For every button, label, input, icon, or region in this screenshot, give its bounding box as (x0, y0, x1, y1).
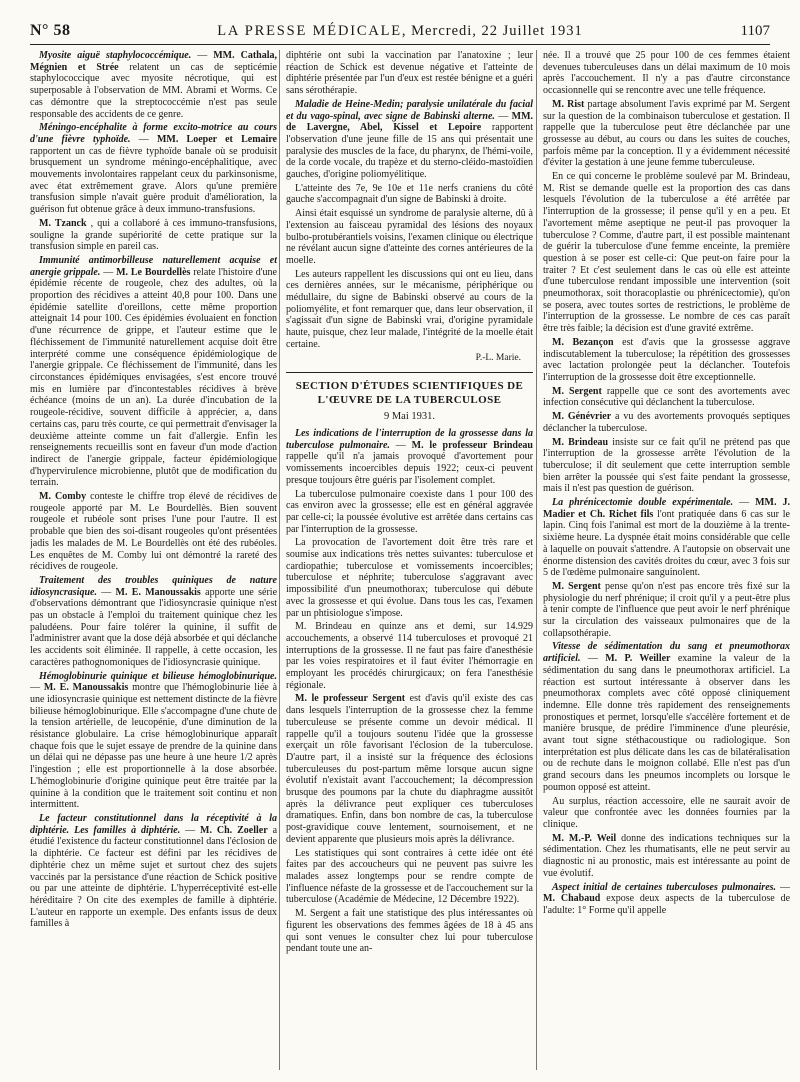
paragraph (286, 908, 533, 955)
paragraph-authors: M. E. Manoussakis (115, 586, 201, 598)
paragraph: Le facteur constitutionnel dans la réceptivité à la diphtérie. Les familles à diphtérie. — M. Ch. Zoeller a étudié l'existence du facteur constitutionnel dans l'éclosion de la diphtérie. Ce facteur est défini par les récidives de diphtérie chez un même sujet et surtout chez des sujets vaccinés par la persistance d'une réaction de Schick positive ou par une atteinte de diphtérie. L'hyperréceptivité est-elle héréditaire ? On cite des exemples de famille à diphtérie. L'auteur en rapporte un exemple. Des enfants issus de deux familles à (30, 813, 277, 930)
paragraph: Maladie de Heine-Medin; paralysie unilatérale du facial et du vago-spinal, avec signe de Babinski alterne. — MM. de Lavergne, Abel, Kissel et Lepoire rapportent l'observation d'une jeune fille de 15 ans qui présentait une paralysie des muscles de la face, du pharynx, de l'hémi-voile, de la corde vocale, du trapèze et du sterno-cléido-mastoïdien gauches, d'origine poliomyélitique. (286, 98, 533, 181)
column-rule (279, 50, 280, 1070)
paragraph-text: Les auteurs rappellent les discussions qui ont eu lieu, dans ces dernières années, sur le mécanisme, périphérique ou médullaire, du signe de Babinski observé au cours de la poliomyélite, et font remarquer que, dans leur observation, il s'agissait d'un signe de Babinski vrai, d'origine pyramidale haute, puisque, chez leur malade, l'intégrité de la moelle était certaine. (286, 268, 533, 350)
paragraph-text: La tuberculose pulmonaire coexiste dans 1 pour 100 des cas environ avec la grossesse; elle est en général aggravée par celle-ci; la poussée évolutive est arrêtée dans certains cas par l'interruption de la grossesse. (286, 488, 533, 535)
paragraph-text: rappelle qu'il n'a jamais provoqué d'avortement pour vomissements incoercibles depuis 1922; ceux-ci peuvent presque toujours être guéris par l'isolement complet. (286, 451, 533, 486)
paragraph (286, 50, 533, 97)
paragraph-authors: M. Rist (552, 98, 585, 110)
paragraph (543, 386, 790, 409)
paragraph (286, 183, 533, 206)
paragraph-title: Maladie de Heine-Medin; paralysie unilatérale du facial et du vago-spinal, avec signe de Babinski alterne. (286, 98, 533, 122)
paragraph (286, 208, 533, 267)
paragraph-text: rapportent un cas de fièvre typhoïde banale où se produisit brusquement un syndrome méningo-encéphalitique, avec mouvements involontaires rappelant ceux du parkinsonisme, avec état extrêmement grave. Alors qu'une première transfusion simple n'avait guère produit d'amélioration, la guérison fut obtenue grâce à deux immuno-transfusions. (30, 145, 277, 216)
paragraph-authors: MM. de Lavergne, Abel, Kissel et Lepoire (286, 110, 533, 134)
paragraph: Myosite aiguë staphylococcémique. — MM. Cathala, Mégnien et Strée relatent un cas de septicémie staphylococcique avec myosite nécrotique, qui est superposable à l'observation de MM. Abrami et Worms. Ce cas démontre que la streptococcémie n'est pas seule responsable des accidents de ce genre. (30, 50, 277, 120)
paragraph-title: Myosite aiguë staphylococcémique. (39, 50, 192, 61)
paragraph-text: rapportent l'observation d'une jeune fille de 15 ans qui présentait une paralysie des muscles de la face, du pharynx, de l'hémi-voile, de la corde vocale, du trapèze et du sterno-cléido-mastoïdien gauches, d'origine poliomyélitique. (286, 122, 533, 181)
column-rule (536, 50, 537, 1070)
issue-date: Mercredi, 22 Juillet 1931 (411, 23, 583, 39)
paragraph-text: expose deux aspects de la tuberculose de l'adulte: 1° Forme qu'il appelle (543, 893, 790, 916)
paragraph-text: pense qu'on n'est pas encore très fixé sur la physiologie du nerf phrénique; il croit qu'il y a peut-être plus à tenir compte de l'influence que peut avoir le nerf phrénique sur la circulation des vaisseaux pulmonaires que de la collapsothérapie. (543, 580, 790, 639)
paragraph-text: examine la valeur de la sédimentation du sang dans le pneumothorax artificiel. La réaction est surtout intéressante à observer dans les pneumothorax complets avec côté opposé cliniquement indemne. Elle donne très rapidement des renseignements pronostiques et permet, lorsqu'elle s'accélère fortement et de manière brusque, de prédire l'imminence d'une pleurésie, avant tout signe stéthacoustique ou radiologique. Son interprétation est plus délicate dans les cas de bilatéralisation ou de rechute dans le moignon collabé. Elle n'est pas d'un grand secours dans les pneumos incomplets ou lorsque le poumon opposé est atteint. (543, 653, 790, 793)
paragraph (543, 337, 790, 384)
paragraph-title: Hémoglobinurie quinique et bilieuse hémoglobinurique. (39, 670, 277, 682)
paragraph: Aspect initial de certaines tuberculoses pulmonaires. — M. Chabaud expose deux aspects de la tuberculose de l'adulte: 1° Forme qu'il appelle (543, 881, 790, 916)
paragraph (543, 50, 790, 97)
paragraph-authors: M. Tzanck (39, 217, 87, 229)
paragraph (286, 621, 533, 691)
issue-number: N° 58 (30, 22, 71, 39)
paragraph (30, 491, 277, 573)
paragraph-text: relatent un cas de septicémie staphylococcique avec myosite nécrotique, qui est superposable à l'observation de MM. Abrami et Worms. Ce cas démontre que la streptococcémie n'est pas seule responsable des accidents de ce genre. (30, 61, 277, 120)
paragraph-title: Le facteur constitutionnel dans la réceptivité à la diphtérie. Les familles à diphtérie. (30, 813, 277, 836)
paragraph-authors: M. Comby (39, 491, 87, 503)
paragraph-authors: M. Génévrier (552, 411, 612, 423)
paragraph-authors: M. Ch. Zoeller (200, 824, 268, 836)
column-left (30, 50, 277, 1070)
paragraph-text: En ce qui concerne le problème soulevé par M. Brindeau, M. Rist se demande quelle est la proportion des cas dans lesquels l'évolution de la tuberculose a été arrêtée par l'interruption de la grossesse; il pense qu'il y en a peu. Et l'avortement même aseptique ne peut-il pas provoquer la tuberculose ? Comme, d'autre part, il est possible maintenant de guérir la tuberculose d'une femme enceinte, la première question à se poser est celle-ci: Que peut-on faire pour la traiter ? Et c'est seulement dans le cas où elle est atteinte d'une tuberculose rendant impossible une intervention (soit pneumothorax, soit thoracoplastie ou phrénicectomie), qu'on se posera, avec toutes sortes de restrictions, le problème de l'interruption de la grossesse. Le nombre de ces cas paraît être très faible; la décision est d'une gravité extrême. (543, 171, 790, 335)
paragraph-title: Immunité antimorbilleuse naturellement acquise et anergie grippale. (30, 254, 277, 278)
journal-name: LA PRESSE MÉDICALE (217, 23, 402, 39)
paragraph: Traitement des troubles quiniques de nature idiosyncrasique. — M. E. Manoussakis apporte une série d'observations démontrant que l'idiosyncrasie quinique n'est pas un obstacle à l'emploi du traitement quinique chez les paludéens. Pour faire tolérer la quinine, il suffit de l'administrer avant que la dose déjà absorbée et qui déclanche les accidents soit éliminée. Il rappelle, à cette occasion, les caractères pathognomoniques de l'idiosyncrasie quinique. (30, 574, 277, 668)
column-middle (286, 50, 533, 1070)
paragraph (543, 411, 790, 434)
column-right (543, 50, 790, 1070)
paragraph-text: est d'avis que la grossesse aggrave indiscutablement la tuberculose; la répétition des grossesses avec lactation prolongée peut la déclancher. Toutefois l'interruption de la grossesse doit être exceptionnelle. (543, 336, 790, 383)
paragraph-text: , qui a collaboré à ces immuno-transfusions, souligne la grande supériorité de cette pratique sur la transfusion simple en pareil cas. (30, 217, 277, 253)
paragraph-title: La phrénicectomie double expérimentale. (552, 497, 734, 509)
paragraph-text: La provocation de l'avortement doit être très rare et soumise aux indications très nettes suivantes: tuberculose et cardiopathie; tuberculose et vomissements incoercibles; tuberculose et néphrite; tuberculose s'aggravant avec impossibilité d'un pneumothorax; tuberculose qui débute avec la grossesse et qui évolue. Dans tous les cas, l'examen par un phtisiologue s'impose. (286, 537, 533, 619)
paragraph-authors: MM. Cathala, Mégnien et Strée (30, 50, 277, 73)
paragraph: Les indications de l'interruption de la grossesse dans la tuberculose pulmonaire. — M. le professeur Brindeau rappelle qu'il n'a jamais provoqué d'avortement pour vomissements incoercibles depuis 1922; ceux-ci peuvent presque toujours être guéris par l'isolement complet. (286, 427, 533, 486)
paragraph-authors: M. Bezançon (552, 336, 614, 348)
section-date: 9 Mai 1931. (383, 411, 436, 423)
paragraph-text: conteste le chiffre trop élevé de récidives de rougeole apporté par M. Le Bourdellès. Bien souvent rougeole et rubéole sont prises l'une pour l'autre. Il est probable que bien des soi-disant rougeoles qu'ont présentées jadis les malades de M. Le Bourdellès ont été des rubéoles. Les enquêtes de M. Comby lui ont démontré la rareté des récidives de rougeole. (30, 491, 277, 573)
paragraph-text: est d'avis qu'il existe des cas dans lesquels l'interruption de la grossesse chez la femme tuberculeuse se présente comme un devoir médical. Il rappelle qu'il a toujours soutenu l'idée que la grossesse exerçait un rôle favorisant l'éclosion de la tuberculose. D'autre part, il a insisté sur la fréquence des éclosions tuberculeuses du post-partum même lorsque aucun signe évolutif n'existait avant l'accouchement; la décompression brusque des poumons par la chute du diaphragme aussitôt après la délivrance peut expliquer ces tuberculoses dramatiques. Enfin, dans bon nombre de cas, la tuberculose post-gravidique couve lentement, sournoisement, et ne devient apparente que plusieurs mois après la délivrance. (286, 693, 533, 845)
paragraph (286, 537, 533, 619)
paragraph (30, 218, 277, 253)
paragraph-authors: MM. J. Madier et Ch. Richet fils (543, 497, 790, 520)
paragraph: La phrénicectomie double expérimentale. — MM. J. Madier et Ch. Richet fils l'ont pratiquée dans 6 cas sur le lapin. Cinq fois l'animal est mort de la douzième à la trente-sixième heure. La dyspnée était moins considérable que celle à laquelle on pouvait s'attendre. A l'autopsie on observait une énorme distension des cavités droites du cœur, avec 3 fois sur 5 de l'œdème pulmonaire sanguinolent. (543, 497, 790, 579)
paragraph (543, 833, 790, 880)
paragraph-authors: M. P. Weiller (605, 653, 671, 665)
paragraph-authors: MM. Loeper et Lemaire (156, 133, 277, 145)
paragraph-text: a vu des avortements provoqués septiques déclancher la tuberculose. (543, 411, 790, 434)
paragraph-text: apporte une série d'observations démontrant que l'idiosyncrasie quinique n'est pas un obstacle à l'emploi du traitement quinique chez les paludéens. Pour faire tolérer la quinine, il suffit de l'administrer avant que la dose déjà absorbée et qui déclanche les accidents soit éliminée. Il rappelle, à cette occasion, les caractères pathognomoniques de l'idiosyncrasie quinique. (30, 586, 277, 668)
running-title: LA PRESSE MÉDICALE, Mercredi, 22 Juillet 1931 (217, 23, 583, 39)
paragraph-text: diphtérie ont subi la vaccination par l'anatoxine ; leur réaction de Schick est devenue négative et l'atteinte de diphtérie présentée par l'un d'eux est restée bénigne et a guéri sans sérothérapie. (286, 50, 533, 97)
paragraph-authors: M. le professeur Sergent (295, 693, 406, 705)
paragraph (286, 269, 533, 351)
paragraph-text: insiste sur ce fait qu'il ne prétend pas que l'interruption de la grossesse arrête l'évolution de la tuberculose; il dit seulement que cette interruption semble bien arrêter la poussée qui s'est faite pendant la grossesse, mais il n'est pas question de guérison. (543, 436, 790, 495)
paragraph-authors: M. E. Manoussakis (43, 682, 129, 694)
paragraph-text: montre que l'hémoglobinurie liée à une idiosyncrasie quinique est nettement distincte de la fièvre bilieuse hémoglobinurique. Elle s'accompagne d'une chute de la tension artérielle, de leucopénie, d'une diminution de la résistance globulaire. La crise hémoglobinurique apparaît chaque fois que le sujet essaye de prendre de la quinine dans un délai qui ne dépasse pas une heure à une heure 1/2 après l'ingestion ; elle est proportionnelle à la dose absorbée. L'hémoglobinurie d'origine quinique peut être traitée par la quinine à la condition que le traitement soit continu et non intermittent. (30, 682, 277, 811)
paragraph-text: M. Brindeau en quinze ans et demi, sur 14.929 accouchements, a observé 114 tuberculoses et provoqué 21 interruptions de la grossesse. Il ne faut pas faire d'anesthésie par les voies respiratoires et il faut éviter l'hémorragie en employant les procédés chirurgicaux; on fera l'anesthésie régionale. (286, 621, 533, 691)
paragraph: Immunité antimorbilleuse naturellement acquise et anergie grippale. — M. Le Bourdellès relate l'histoire d'une épidémie récente de rougeole, chez des adultes, où la proportion des récidives a atteint 40,8 pour 100. Dans une épidémie satellite d'oreillons, cette même proportion atteignait 14 pour 100. Ces épidémies évoluaient en fonction d'une récurrence de grippe, et l'auteur estime que le fléchissement de l'immunité naturellement acquise doit être interprété comme une conséquence épidémiologique de l'anergie grippale. Ce fléchissement de l'immunité, dans les circonstances épidémiques envisagées, s'est encore trouvé mis en lumière par d'incontestables récidives à brève échéance (moins de un an). La durée d'incubation de la rougeole-récidive, souvent difficile à apprécier, a, dans certains cas, paru très courte, ce qui permettrait d'envisager la deuxième atteinte comme un fait d'allergie. Enfin les renseignements recueillis sont en faveur d'un mode d'action indirect de l'anergie grippale, facteur épidémiologique d'hypervirulence microbienne, plutôt que de modification du terrain. (30, 254, 277, 489)
paragraph-title: Méningo-encéphalite à forme excito-motrice au cours d'une fièvre typhoïde. (30, 122, 277, 145)
paragraph-authors: M. Sergent (552, 580, 601, 592)
paragraph (286, 693, 533, 845)
page-number: 1107 (740, 23, 770, 39)
paragraph-authors: M. Brindeau (552, 436, 609, 448)
page-header (30, 14, 770, 45)
paragraph-title: Aspect initial de certaines tuberculoses pulmonaires. (552, 881, 777, 893)
paragraph (543, 796, 790, 831)
paragraph (543, 437, 790, 496)
paragraph: Hémoglobinurie quinique et bilieuse hémoglobinurique. — M. E. Manoussakis montre que l'hémoglobinurie liée à une idiosyncrasie quinique est nettement distincte de la fièvre bilieuse hémoglobinurique. Elle s'accompagne d'une chute de la tension artérielle, de leucopénie, d'une diminution de la résistance globulaire. La crise hémoglobinurique apparaît chaque fois que le sujet essaye de prendre de la quinine dans un délai qui ne dépasse pas une heure à une heure 1/2 après l'ingestion ; elle est proportionnelle à la dose absorbée. L'hémoglobinurie d'origine quinique peut être traitée par la quinine à la condition que le traitement soit continu et non intermittent. (30, 670, 277, 811)
paragraph-text: l'ont pratiquée dans 6 cas sur le lapin. Cinq fois l'animal est mort de la douzième à la trente-sixième heure. La dyspnée était moins considérable que celle à laquelle on pouvait s'attendre. A l'autopsie on observait une énorme distension des cavités droites du cœur, avec 3 fois sur 5 de l'œdème pulmonaire sanguinolent. (543, 508, 790, 579)
paragraph-title: Vitesse de sédimentation du sang et pneumothorax artificiel. (543, 641, 790, 665)
paragraph-text: Ainsi était esquissé un syndrome de paralysie alterne, dû à l'extension au faisceau pyramidal des lésions des noyaux bulbo-protubérantiels voisins, l'examen clinique ou électrique ne révélant aucun signe d'atteinte des cornes antérieures de la moelle. (286, 208, 533, 266)
paragraph (543, 171, 790, 335)
paragraph-authors: M. Chabaud (543, 893, 601, 905)
paragraph-title: Les indications de l'interruption de la grossesse dans la tuberculose pulmonaire. (286, 427, 533, 451)
section-heading: SECTION D'ÉTUDES SCIENTIFIQUES DE L'ŒUVRE DE LA TUBERCULOSE (286, 372, 533, 407)
article-signature: P.-L. Marie. (475, 352, 521, 363)
paragraph (543, 581, 790, 640)
paragraph-authors: M. M.-P. Weil (552, 832, 617, 844)
paragraph: Vitesse de sédimentation du sang et pneumothorax artificiel. — M. P. Weiller examine la valeur de la sédimentation du sang dans le pneumothorax artificiel. La réaction est surtout intéressante à observer dans les pneumothorax complets avec côté opposé cliniquement indemne. Elle donne très rapidement des renseignements pronostiques et permet, lorsqu'elle s'accélère fortement et de manière brusque, de prédire l'imminence d'une pleurésie, avant tout signe stéthacoustique ou radiologique. Son interprétation est plus délicate dans les cas de bilatéralisation ou de rechute dans le moignon collabé. Elle n'est pas d'un grand secours dans les pneumos incomplets ou lorsque le poumon opposé est atteint. (543, 641, 790, 793)
paragraph-text: relate l'histoire d'une épidémie récente de rougeole, chez des adultes, où la proportion des récidives a atteint 40,8 pour 100. Dans une épidémie satellite d'oreillons, cette même proportion atteignait 14 pour 100. Ces épidémies évoluaient en fonction d'une récurrence de grippe, et l'auteur estime que le fléchissement de l'immunité naturellement acquise doit être interprété comme une conséquence épidémiologique de l'anergie grippale. Ce fléchissement de l'immunité, dans les circonstances épidémiques envisagées, s'est encore trouvé mis en lumière par d'incontestables récidives à brève échéance (moins de un an). La durée d'incubation de la rougeole-récidive, souvent difficile à apprécier, a, dans certains cas, paru très courte, ce qui permettrait d'envisager la deuxième atteinte comme un fait d'allergie. Enfin les renseignements recueillis sont en faveur d'un mode d'action indirect de l'anergie grippale, facteur épidémiologique d'hypervirulence microbienne, plutôt que de modification du terrain. (30, 266, 277, 489)
paragraph (286, 848, 533, 907)
paragraph-authors: M. le professeur Brindeau (411, 439, 533, 451)
paragraph-text: rappelle que ce sont des avortements avec infection consécutive qui déclanchent la tuberculose. (543, 385, 790, 409)
paragraph (543, 99, 790, 169)
paragraph-text: née. Il a trouvé que 25 pour 100 de ces femmes étaient devenues tuberculeuses dans un délai maximum de 10 mois après l'accouchement. Il n'y a pas d'autre circonstance occasionnelle qui se rencontre avec une telle fréquence. (543, 50, 790, 97)
paragraph-text: Au surplus, réaction accessoire, elle ne saurait avoir de valeur que confrontée avec les données fournies par la clinique. (543, 795, 790, 830)
paragraph-text: L'atteinte des 7e, 9e 10e et 11e nerfs craniens du côté gauche s'accompagnait d'un signe de Babinski à droite. (286, 182, 533, 206)
paragraph-title: Traitement des troubles quiniques de nature idiosyncrasique. (30, 574, 277, 598)
paragraph: Méningo-encéphalite à forme excito-motrice au cours d'une fièvre typhoïde. — MM. Loeper et Lemaire rapportent un cas de fièvre typhoïde banale où se produisit brusquement un syndrome méningo-encéphalitique, avec mouvements involontaires rappelant ceux du parkinsonisme, avec état extrêmement grave. Alors qu'une première transfusion simple n'avait guère produit d'amélioration, la guérison fut obtenue grâce à deux immuno-transfusions. (30, 122, 277, 216)
paragraph-text: M. Sergent a fait une statistique des plus intéressantes où figurent les observations des femmes âgées de 18 à 45 ans qui sont venues le consulter chez lui pour tuberculose pendant toute une an- (286, 908, 533, 955)
paragraph-authors: M. Sergent (552, 385, 602, 397)
paragraph-text: donne des indications techniques sur la sédimentation. Chez les rhumatisants, elle ne peut servir au diagnostic ni au pronostic, mais est intéressante au point de vue évolutif. (543, 832, 790, 879)
paragraph-text: Les statistiques qui sont contraires à cette idée ont été faites par des accoucheurs qui ne peuvent pas suivre les malades assez longtemps pour se rendre compte de l'influence néfaste de la grossesse et de l'accouchement sur la tuberculose (Académie de Médecine, 12 Décembre 1922). (286, 847, 533, 906)
paragraph-text: partage absolument l'avis exprimé par M. Sergent sur la question de la combinaison tuberculose et gestation. Il rappelle que la tuberculose peut être déclanchée par une grossesse au début, au cours ou dans les suites de couches, parfois même par la conception. Il y a évidemment nécessité d'éviter la gestation à une jeune femme tuberculeuse. (543, 98, 790, 169)
paragraph (286, 489, 533, 536)
paragraph-text: a étudié l'existence du facteur constitutionnel dans l'éclosion de la diphtérie. Ce facteur est défini par les récidives de diphtérie chez un même sujet et surtout chez des sujets vaccinés par la persistance d'une réaction de Schick positive ou par une atteinte de diphtérie. L'hyperréceptivité est-elle héréditaire ? On cite des exemples de famille à diphtérie. L'auteur en rapporte un exemple. Des enfants issus de deux familles à (30, 824, 277, 930)
paragraph-authors: M. Le Bourdellès (116, 266, 191, 278)
